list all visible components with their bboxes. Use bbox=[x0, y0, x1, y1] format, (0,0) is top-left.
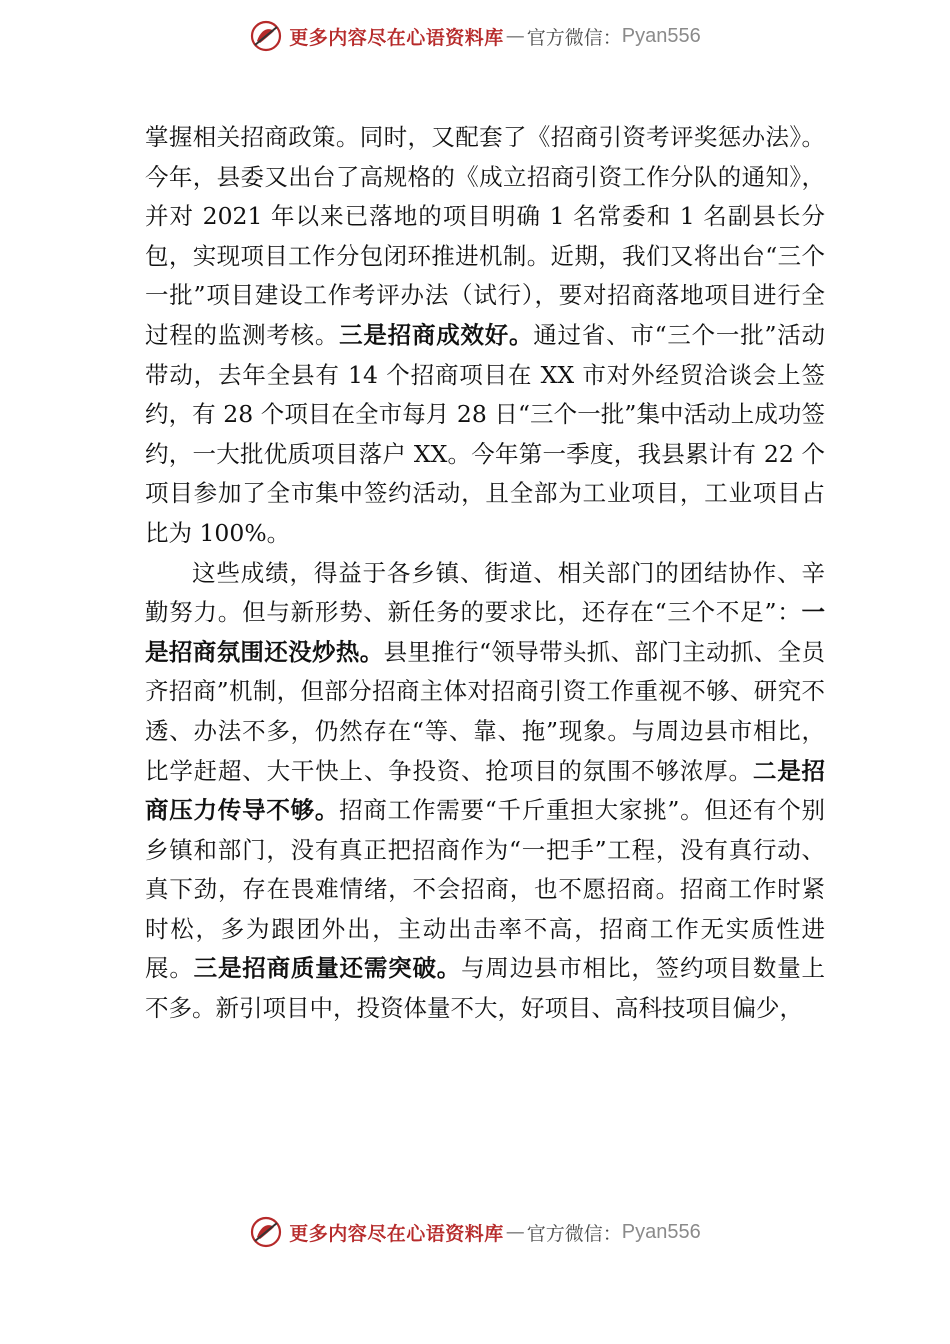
text-segment: 这些成绩，得益于各乡镇、街道、相关部门的团结协作、辛勤努力。但与新形势、新任务的要求比，还存在“三个不足”： bbox=[145, 558, 825, 627]
banner-brand-text: 更多内容尽在心语资料库 bbox=[289, 26, 504, 49]
signature-logo-icon bbox=[249, 19, 283, 53]
footer-watermark-banner bbox=[0, 1212, 950, 1252]
paragraph bbox=[145, 118, 825, 554]
banner-separator: — bbox=[505, 25, 525, 47]
text-segment: 掌握相关招商政策。同时，又配套了《招商引资考评奖惩办法》。今年，县委又出台了高规格的《成立招商引资工作分队的通知》，并对 2021 年以来已落地的项目明确 1 名常委和 1 名副县长分包，实现项目工作分包闭环推进机制。近期，我们又将出台“三个一批”项目建设工作考评办法（试行），要对招商落地项目进行全过程的监测考核。 bbox=[145, 123, 825, 349]
banner-wechat-label: 官方微信： bbox=[526, 1222, 622, 1245]
header-watermark-banner bbox=[0, 16, 950, 56]
banner-brand-text: 更多内容尽在心语资料库 bbox=[289, 1222, 504, 1245]
banner-wechat-id: Pyan556 bbox=[621, 24, 701, 47]
text-segment: 通过省、市“三个一批”活动带动，去年全县有 14 个招商项目在 XX 市对外经贸洽谈会上签约，有 28 个项目在全市每月 28 日“三个一批”集中活动上成功签约，一大批优质项目落户 XX。今年第一季度，我县累计有 22 个项目参加了全市集中签约活动，且全部为工业项目，工业项目占比为 100%。 bbox=[145, 320, 826, 547]
banner-wechat-id: Pyan556 bbox=[621, 1220, 701, 1243]
bold-heading-phrase: 三是招商质量还需突破。 bbox=[193, 954, 462, 983]
text-segment: 与周边县市相比，签约项目数量上不多。新引项目中，投资体量不大，好项目、高科技项目偏少， bbox=[145, 954, 826, 1023]
document-body bbox=[145, 118, 825, 1029]
banner-wechat-label: 官方微信： bbox=[526, 26, 622, 49]
bold-heading-phrase: 一是招商氛围还没炒热。 bbox=[145, 598, 825, 666]
text-segment: 招商工作需要“千斤重担大家挑”。但还有个别乡镇和部门，没有真正把招商作为“一把手”工程，没有真行动、真下劲，存在畏难情绪，不会招商，也不愿招商。招商工作时紧时松，多为跟团外出，主动出击率不高，招商工作无实质性进展。 bbox=[145, 796, 826, 983]
banner-separator: — bbox=[505, 1221, 525, 1243]
signature-logo-icon bbox=[249, 1215, 283, 1249]
bold-heading-phrase: 二是招商压力传导不够。 bbox=[145, 756, 826, 825]
paragraph bbox=[145, 554, 825, 1029]
bold-heading-phrase: 三是招商成效好。 bbox=[339, 320, 534, 349]
text-segment: 县里推行“领导带头抓、部门主动抓、全员齐招商”机制，但部分招商主体对招商引资工作重视不够、研究不透、办法不多，仍然存在“等、靠、拖”现象。与周边县市相比，比学赶超、大干快上、争投资、抢项目的氛围不够浓厚。 bbox=[145, 637, 826, 785]
